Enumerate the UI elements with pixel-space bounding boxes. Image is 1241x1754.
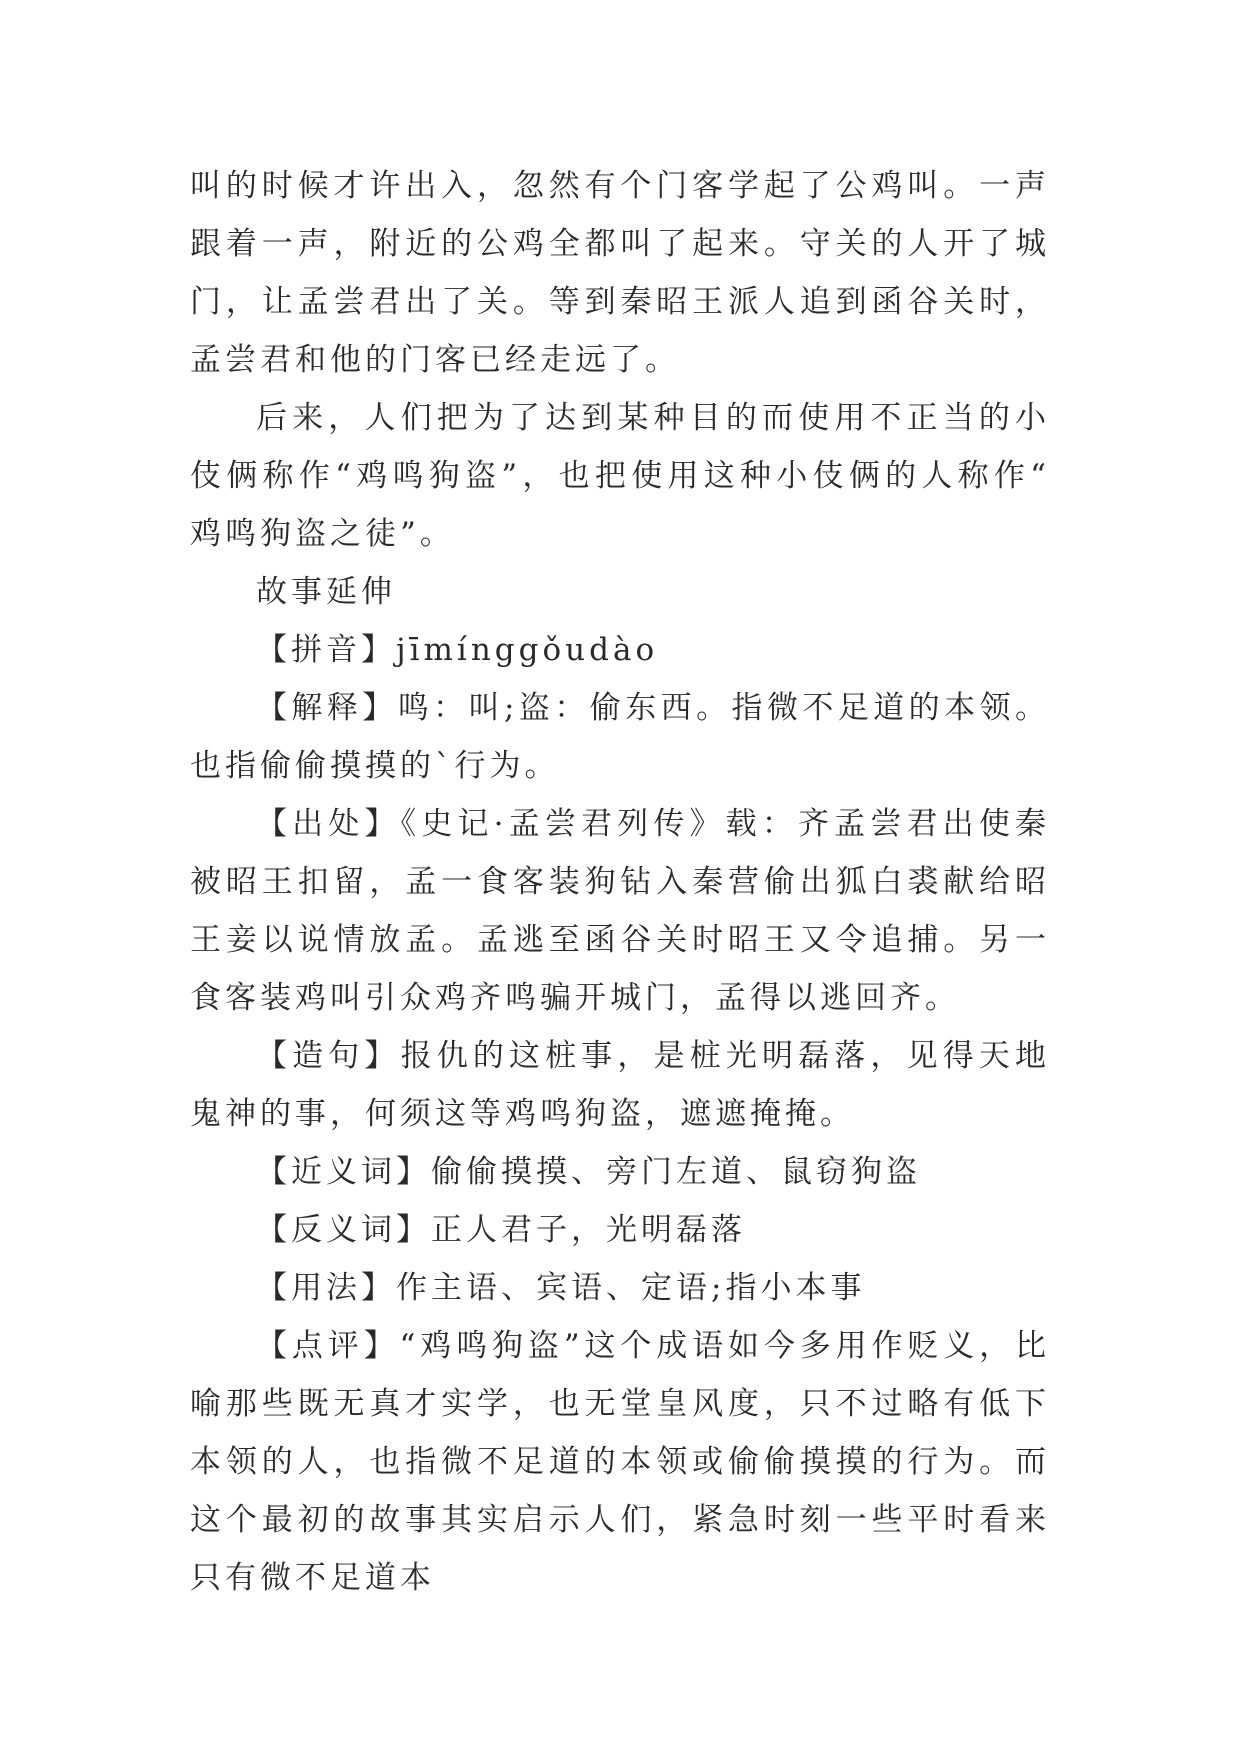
paragraph-meaning: 后来，人们把为了达到某种目的而使用不正当的小伎俩称作“鸡鸣狗盗”，也把使用这种小伎俩的人称作“鸡鸣狗盗之徒”。: [190, 400, 1050, 552]
document-body: [190, 157, 1050, 1607]
entry-explanation: 【解释】鸣：叫;盗：偷东西。指微不足道的本领。也指偷偷摸摸的`行为。: [190, 690, 1050, 784]
paragraph-story-end: 叫的时候才许出入，忽然有个门客学起了公鸡叫。一声跟着一声，附近的公鸡全都叫了起来。守关的人开了城门，让孟尝君出了关。等到秦昭王派人追到函谷关时，孟尝君和他的门客已经走远了。: [190, 168, 1050, 378]
entry-synonyms: 【近义词】偷偷摸摸、旁门左道、鼠窃狗盗: [256, 1154, 921, 1190]
entry-pinyin: 【拼音】jīmínggǒudào: [256, 632, 659, 668]
entry-commentary: 【点评】“鸡鸣狗盗”这个成语如今多用作贬义，比喻那些既无真才实学，也无堂皇风度，只不过略有低下本领的人，也指微不足道的本领或偷偷摸摸的行为。而这个最初的故事其实启示人们，紧急时刻一些平时看来只有微不足道本: [190, 1328, 1050, 1596]
section-heading-story-extension: 故事延伸: [256, 574, 396, 610]
entry-source: 【出处】《史记·孟尝君列传》载：齐孟尝君出使秦被昭王扣留，孟一食客装狗钻入秦营偷出狐白裘献给昭王妾以说情放孟。孟逃至函谷关时昭王又令追捕。另一食客装鸡叫引众鸡齐鸣骗开城门，孟得以逃回齐。: [190, 806, 1050, 1016]
entry-usage: 【用法】作主语、宾语、定语;指小本事: [256, 1270, 866, 1306]
entry-antonyms: 【反义词】正人君子，光明磊落: [256, 1212, 746, 1248]
entry-example-sentence: 【造句】报仇的这桩事，是桩光明磊落，见得天地鬼神的事，何须这等鸡鸣狗盗，遮遮掩掩。: [190, 1038, 1050, 1132]
